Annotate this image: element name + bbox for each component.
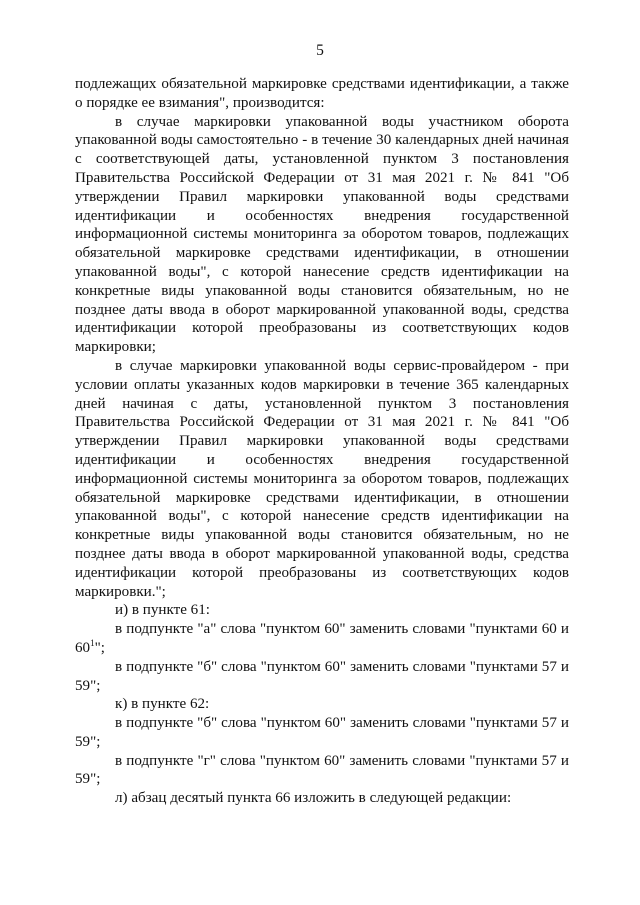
superscript-marker: 1 <box>90 637 95 648</box>
page-number: 5 <box>316 42 324 59</box>
subitem-a-text: в подпункте "а" слова "пунктом 60" заменить словами "пунктами 60 и 60 <box>75 621 569 656</box>
paragraph-item-l: л) абзац десятый пункта 66 изложить в следующей редакции: <box>115 790 512 807</box>
paragraph-subitem-b: в подпункте "б" слова "пунктом 60" заменить словами "пунктами 57 и 59"; <box>75 658 569 694</box>
paragraph-continuation: подлежащих обязательной маркировке средствами идентификации, а также о порядке ее взимания", производится: <box>75 76 569 111</box>
paragraph-item-k: к) в пункте 62: <box>115 696 210 713</box>
paragraph-subitem-a <box>75 620 569 658</box>
document-body <box>75 75 569 808</box>
paragraph-subitem-b-62: в подпункте "б" слова "пунктом 60" заменить словами "пунктами 57 и 59"; <box>75 715 569 750</box>
paragraph-service-provider: в случае маркировки упакованной воды сервис-провайдером - при условии оплаты указанных кодов маркировки в течение 365 календарных дней начиная с даты, установленной пунктом 3 постановления Правительства Российской Федерации от 31 мая 2021 г. № 841 "Об утверждении Правил маркировки упакованной воды средствами идентификации и особенностях внедрения государственной информационной системы мониторинга за оборотом товаров, подлежащих обязательной маркировке средствами идентификации, в отношении упакованной воды", с которой нанесение средств идентификации на конкретные виды упакованной воды становится обязательным, но не позднее даты ввода в оборот маркированной упакованной воды, средства идентификации которой преобразованы из соответствующих кодов маркировки."; <box>75 357 569 600</box>
paragraph-subitem-g-62: в подпункте "г" слова "пунктом 60" заменить словами "пунктами 57 и 59"; <box>75 752 569 788</box>
subitem-a-tail: "; <box>94 639 105 656</box>
paragraph-item-i: и) в пункте 61: <box>115 602 210 619</box>
paragraph-self-marking: в случае маркировки упакованной воды участником оборота упакованной воды самостоятельно - в течение 30 календарных дней начиная с соответствующей даты, установленной пунктом 3 постановления Правительства Российской Федерации от 31 мая 2021 г. № 841 "Об утверждении Правил маркировки упакованной воды средствами идентификации и особенностях внедрения государственной информационной системы мониторинга за оборотом товаров, подлежащих обязательной маркировке средствами идентификации, в отношении упакованной воды", с которой нанесение средств идентификации на конкретные виды упакованной воды становится обязательным, но не позднее даты ввода в оборот маркированной упакованной воды, средства идентификации которой преобразованы из соответствующих кодов маркировки; <box>75 113 569 356</box>
